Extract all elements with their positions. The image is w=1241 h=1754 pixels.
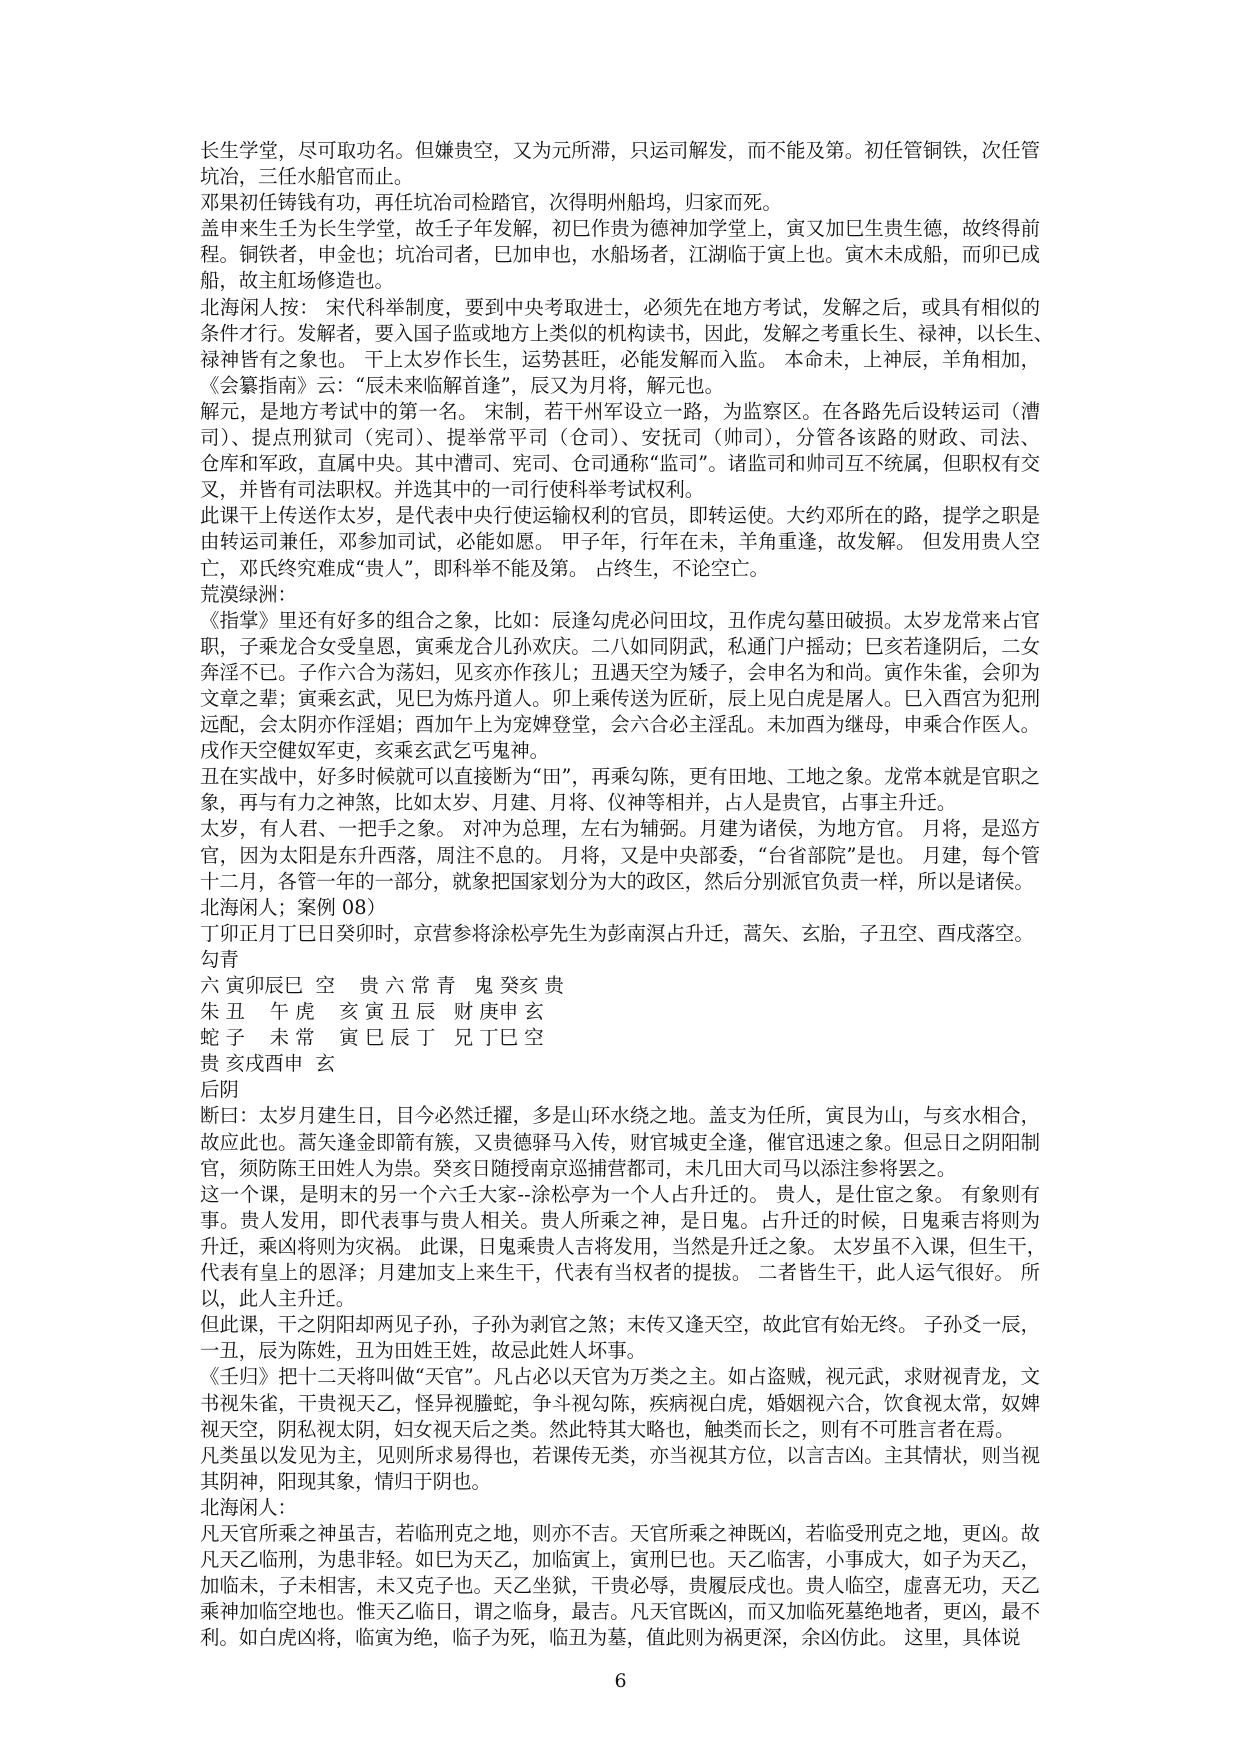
- paragraph: [200, 295, 1054, 399]
- paragraph: [200, 895, 1040, 921]
- text-line: 坑冶，三任水船官而止。: [200, 165, 414, 189]
- divination-chart: [200, 947, 1040, 1104]
- text-line: 叉，并皆有司法职权。并选其中的一司行使科举考试权利。: [200, 478, 705, 502]
- chart-line: 蛇 子 未 常 寅 巳 辰 丁 兄 丁巳 空: [200, 1026, 544, 1050]
- text-line: 十二月，各管一年的一部分，就象把国家划分为大的政区，然后分别派官负责一样，所以是诸侯。: [200, 869, 1034, 893]
- text-line: 远配，会太阴亦作淫娼；酉加午上为宠婢登堂，会六合必主淫乱。未加酉为继母，申乘合作医人。: [200, 713, 1040, 737]
- text-line: 乘神加临空地也。惟天乙临日，谓之临身，最吉。凡天官既凶，而又加临死墓绝地者，更凶，最不: [200, 1600, 1040, 1624]
- text-line: 以，此人主升迁。: [200, 1287, 356, 1311]
- text-line: 北海闲人；案例 08）: [200, 895, 386, 919]
- paragraph: [200, 1182, 1047, 1312]
- text-line: 但此课，干之阴阳却两见子孙，子孙为剥官之煞；末传又逢天空，故此官有始无终。 子孙爻一辰，: [200, 1313, 1040, 1337]
- text-line: 亡，邓氏终究难成“贵人”，即科举不能及第。 占终生，不论空亡。: [200, 556, 769, 580]
- paragraph: [200, 399, 1040, 503]
- text-line: 《壬归》把十二天将叫做“天官”。凡占必以天官为万类之主。如占盗贼，视元武，求财视青龙，文: [200, 1365, 1040, 1389]
- page-number: 6: [614, 1670, 627, 1692]
- paragraph: [200, 1103, 1040, 1181]
- text-line: 由转运司兼任，邓参加司试，必能如愿。 甲子年，行年在未，羊角重逢，故发解。 但发用贵人空: [200, 530, 1040, 554]
- text-line: 戌作天空健奴军吏，亥乘玄武乞丐鬼神。: [200, 739, 550, 763]
- chart-line: 六 寅卯辰巳 空 贵 六 常 青 鬼 癸亥 贵: [200, 974, 564, 997]
- text-line: 书视朱雀，干贵视天乙，怪异视螣蛇，争斗视勾陈，疾病视白虎，婚姻视六合，饮食视太常，奴婢: [200, 1391, 1040, 1415]
- text-line: 丑在实战中，好多时候就可以直接断为“田”，再乘勾陈，更有田地、工地之象。龙常本就是官职之: [200, 765, 1040, 789]
- text-line: 盖申来生壬为长生学堂，故壬子年发解，初巳作贵为德神加学堂上，寅又加巳生贵生德，故终得前: [200, 217, 1040, 241]
- paragraph: [200, 582, 1040, 608]
- text-line: 故应此也。蒿矢逢金即箭有簇，又贵德驿马入传，财官城吏全逢，催官迅速之象。但忌日之阴阳制: [200, 1130, 1040, 1154]
- document-body: [200, 138, 1054, 1651]
- text-line: 文章之辈；寅乘玄武，见巳为炼丹道人。卯上乘传送为匠斫，辰上见白虎是屠人。巳入酉宫为犯刑: [200, 686, 1040, 710]
- text-line: 加临未，子未相害，未又克子也。天乙坐狱，干贵必辱，贵履辰戌也。贵人临空，虚喜无功，天乙: [200, 1574, 1040, 1598]
- text-line: 官，须防陈王田姓人为祟。癸亥日随授南京巡捕营都司，未几田大司马以添注参将罢之。: [200, 1156, 957, 1180]
- text-line: 视天空，阴私视太阴，妇女视天后之类。然此特其大略也，触类而长之，则有不可胜言者在焉。: [200, 1417, 1015, 1441]
- text-line: 职，子乘龙合女受皇恩，寅乘龙合儿孙欢庆。二八如同阴武，私通门户摇动；巳亥若逢阴后，二女: [200, 634, 1040, 658]
- text-line: 升迁，乘凶将则为灾祸。 此课，日鬼乘贵人吉将发用，当然是升迁之象。 太岁虽不入课，但生干，: [200, 1234, 1047, 1258]
- text-line: 程。铜铁者，申金也；坑冶司者，巳加申也，水船场者，江湖临于寅上也。寅木未成船，而卯已成: [200, 243, 1040, 267]
- paragraph: [200, 1312, 1040, 1364]
- text-line: 这一个课，是明末的另一个六壬大家--涂松亭为一个人占升迁的。 贵人，是仕宦之象。 有象则有: [200, 1182, 1040, 1206]
- text-line: 丁卯正月丁巳日癸卯时，京营参将涂松亭先生为彭南溟占升迁，蒿矢、玄胎，子丑空、酉戌落空。: [200, 921, 1034, 945]
- text-line: 条件才行。发解者，要入国子监或地方上类似的机构读书，因此，发解之考重长生、禄神，以长生、: [200, 321, 1054, 345]
- paragraph: [200, 816, 1040, 894]
- text-line: 荒漠绿洲：: [200, 582, 297, 606]
- text-line: 一丑，辰为陈姓，丑为田姓王姓，故忌此姓人坏事。: [200, 1339, 646, 1363]
- text-line: 《会纂指南》云：“辰未来临解首逢”，辰又为月将，解元也。: [200, 373, 724, 397]
- text-line: 其阴神，阳现其象，情归于阴也。: [200, 1469, 491, 1493]
- paragraph: [200, 764, 1040, 816]
- paragraph: [200, 138, 1040, 190]
- chart-line: 朱 丑 午 虎 亥 寅 丑 辰 财 庚申 玄: [200, 1000, 544, 1024]
- paragraph: [200, 608, 1040, 765]
- paragraph: [200, 1495, 1040, 1521]
- text-line: 司）、提点刑狱司（宪司）、提举常平司（仓司）、安抚司（帅司），分管各该路的财政、司法、: [200, 426, 1040, 450]
- text-line: 仓库和军政，直属中央。其中漕司、宪司、仓司通称“监司”。诸监司和帅司互不统属，但职权有交: [200, 452, 1040, 476]
- chart-line: 贵 亥戌酉申 玄: [200, 1052, 335, 1076]
- paragraph: [200, 1364, 1040, 1442]
- text-line: 解元，是地方考试中的第一名。 宋制，若干州军设立一路，为监察区。在各路先后设转运司（漕: [200, 399, 1040, 423]
- text-line: 事。贵人发用，即代表事与贵人相关。贵人所乘之神，是日鬼。占升迁的时候，日鬼乘吉将则为: [200, 1208, 1040, 1232]
- text-line: 船，故主舡场修造也。: [200, 269, 394, 293]
- text-line: 北海闲人按： 宋代科举制度，要到中央考取进士，必须先在地方考试，发解之后，或具有相似的: [200, 295, 1040, 319]
- text-line: 凡天乙临刑，为患非轻。如巳为天乙，加临寅上，寅刑巳也。天乙临害，小事成大，如子为天乙，: [200, 1548, 1040, 1572]
- text-line: 凡天官所乘之神虽吉，若临刑克之地，则亦不吉。天官所乘之神既凶，若临受刑克之地，更凶。故: [200, 1521, 1040, 1545]
- paragraph: [200, 503, 1040, 581]
- text-line: 利。如白虎凶将，临寅为绝，临子为死，临丑为墓，值此则为祸更深，余凶仿此。 这里，具体说: [200, 1626, 1021, 1650]
- paragraph: [200, 1521, 1040, 1651]
- text-line: 断曰：太岁月建生日，目今必然迁擢，多是山环水绕之地。盖支为任所，寅艮为山，与亥水相合，: [200, 1104, 1040, 1128]
- paragraph: [200, 190, 1040, 216]
- paragraph: [200, 921, 1040, 947]
- text-line: 长生学堂，尽可取功名。但嫌贵空，又为元所滞，只运司解发，而不能及第。初任管铜铁，次任管: [200, 139, 1040, 162]
- paragraph: [200, 1443, 1040, 1495]
- text-line: 代表有皇上的恩泽；月建加支上来生干，代表有当权者的提拔。 二者皆生干，此人运气很好。 所: [200, 1261, 1040, 1285]
- text-line: 奔淫不已。子作六合为荡妇，见亥亦作孩儿；丑遇天空为矮子，会申名为和尚。寅作朱雀，会卯为: [200, 660, 1040, 684]
- text-line: 北海闲人：: [200, 1495, 297, 1519]
- text-line: 邓果初任铸钱有功，再任坑冶司检踏官，次得明州船坞，归家而死。: [200, 191, 782, 215]
- text-line: 太岁，有人君、一把手之象。 对冲为总理，左右为辅弼。月建为诸侯，为地方官。 月将，是巡方: [200, 817, 1040, 841]
- paragraph: [200, 216, 1040, 294]
- text-line: 官，因为太阳是东升西落，周注不息的。 月将，又是中央部委，“台省部院”是也。 月建，每个管: [200, 843, 1040, 867]
- text-line: 《指掌》里还有好多的组合之象，比如：辰逢勾虎必问田坟，丑作虎勾墓田破损。太岁龙常来占官: [200, 608, 1040, 632]
- text-line: 此课干上传送作太岁，是代表中央行使运输权利的官员，即转运使。大约邓所在的路，提学之职是: [200, 504, 1040, 528]
- chart-line: 后阴: [200, 1078, 239, 1102]
- text-line: 象，再与有力之神煞，比如太岁、月建、月将、仪神等相并，占人是贵官，占事主升迁。: [200, 791, 957, 815]
- chart-line: 勾青: [200, 947, 239, 971]
- text-line: 凡类虽以发见为主，见则所求易得也，若课传无类，亦当视其方位，以言吉凶。主其情状，则当视: [200, 1443, 1040, 1467]
- text-line: 禄神皆有之象也。 干上太岁作长生，运势甚旺，必能发解而入监。 本命未，上神辰，羊角相加，: [200, 347, 1040, 371]
